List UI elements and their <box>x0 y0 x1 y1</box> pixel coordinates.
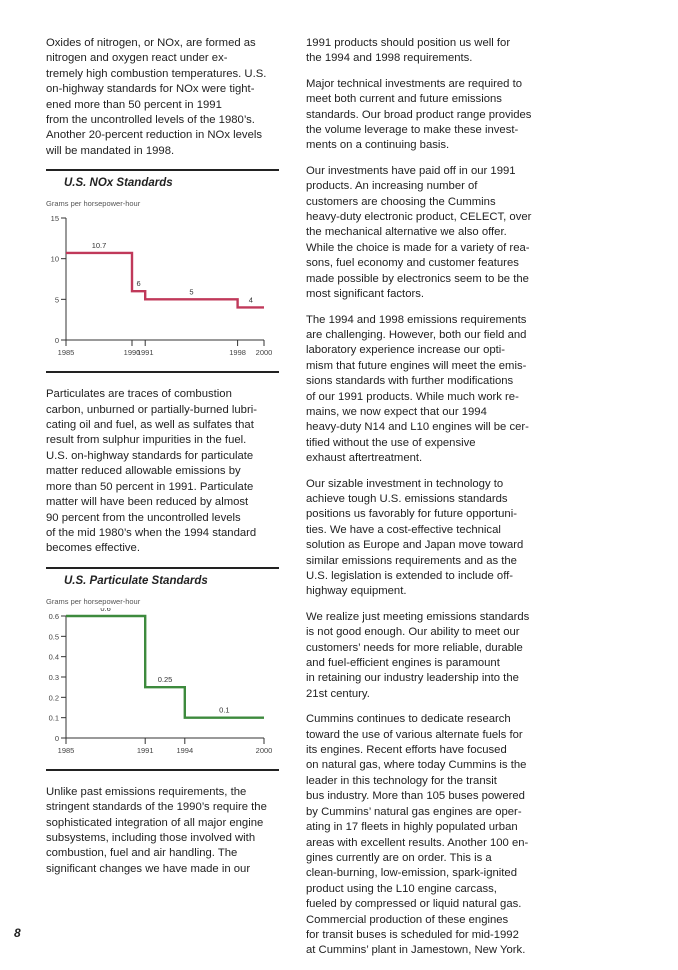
page-number: 8 <box>14 926 21 940</box>
paragraph-particulates: Particulates are traces of combustion carbon, unburned or partially-burned lubri- cating oil and fuel, as well as sulfates that result from sulphur impurities in the fuel. U.S. on-highway standards for particulate matter reduced allowable emissions by more than 50 percent in 1991. Particulate matter will have been reduced by almost 90 percent from the uncontrolled levels of the mid 1980’s when the 1994 standard becomes effective. <box>46 388 257 555</box>
nox-x-tick-label: 2000 <box>255 348 273 358</box>
nox-x-tick-label: 1985 <box>57 348 75 358</box>
right-paragraph: The 1994 and 1998 emissions requirements are challenging. However, both our field and laboratory experience increase our opti- mism that future engines will meet the emis- sions standards with further modifications of our 1991 products. While much work re- mains, we now expect that our 1994 heavy-duty N14 and L10 engines will be cer- tified without the use of expensive exhaust aftertreatment. <box>306 313 529 465</box>
particulate-x-tick-label: 1985 <box>57 745 75 755</box>
right-paragraph: 1991 products should position us well for the 1994 and 1998 requirements. <box>306 37 511 65</box>
right-paragraph: Our sizable investment in technology to achieve tough U.S. emissions standards positions us favorably for future opportuni- ties. We have a cost-effective technical solution as Europe and Japan move toward similar emissions requirements and as the U.S. legislation is extended to include off- highway equipment. <box>306 477 524 598</box>
particulate-value-label: 0.1 <box>219 705 230 715</box>
right-column <box>306 36 542 969</box>
particulate-x-tick-label: 2000 <box>255 745 273 755</box>
right-paragraph: We realize just meeting emissions standards is not good enough. Our ability to meet our customers’ needs for more reliable, durable and fuel-efficient engines is paramount in retaining our industry leadership into the 21st century. <box>306 610 530 700</box>
nox-x-tick-label: 1998 <box>229 348 246 358</box>
nox-x-tick-label: 1991 <box>136 348 154 358</box>
nox-x-tick-label: 1990 <box>123 348 141 358</box>
nox-value-label: 10.7 <box>91 241 107 251</box>
nox-value-label: 4 <box>248 295 253 305</box>
particulate-chart-unit-label: Grams per horsepower-hour <box>46 596 141 606</box>
particulate-y-tick-label: 0.1 <box>48 713 59 723</box>
nox-y-tick-label: 10 <box>50 254 59 264</box>
particulate-y-tick-label: 0.5 <box>48 632 59 642</box>
nox-chart-block <box>46 169 279 373</box>
particulate-step-line <box>66 616 264 718</box>
nox-y-tick-label: 0 <box>54 336 59 346</box>
right-paragraph: Major technical investments are required to meet both current and future emissions standards. Our broad product range provides the volume leverage to make these invest- ments on a continuing basis. <box>306 77 532 152</box>
paragraph-unlike-past: Unlike past emissions requirements, the stringent standards of the 1990’s require the sophisticated integration of all major engine subsystems, including those involved with combustion, fuel and air handling. The significant changes we have made in our <box>46 785 267 875</box>
particulate-standards-chart <box>46 608 279 758</box>
particulate-y-tick-label: 0.4 <box>48 652 59 662</box>
nox-value-label: 6 <box>136 279 141 289</box>
paragraph-nox-intro: Oxides of nitrogen, or NOx, are formed as nitrogen and oxygen react under ex- tremely high combustion temperatures. U.S. on-highway standards for NOx were tight- ened more than 50 percent in 1991 from the uncontrolled levels of the 1980’s. Another 20-percent reduction in NOx levels will be mandated in 1998. <box>46 37 267 157</box>
particulate-y-tick-label: 0.3 <box>48 672 59 682</box>
right-paragraph: Our investments have paid off in our 1991 products. An increasing number of customers are choosing the Cummins heavy-duty electronic product, CELECT, over the mechanical alternative we also offer. While the choice is made for a variety of rea- sons, fuel economy and customer features made possible by electronics seem to be the most significant factors. <box>306 164 532 301</box>
right-paragraph: Cummins continues to dedicate research toward the use of various alternate fuels for its engines. Recent efforts have focused on natural gas, where today Cummins is the leader in this technology for the transit bus industry. More than 105 buses powered by Cummins’ natural gas engines are oper- ating in 17 fleets in highly populated urban areas with excellent results. Another 100 en- gines currently are on order. This is a clean-burning, low-emission, spark-ignited product using the L10 engine carcass, fueled by compressed or liquid natural gas. Commercial production of these engines for transit buses is scheduled for mid-1992 at Cummins’ plant in Jamestown, New York. <box>306 713 529 957</box>
nox-y-tick-label: 15 <box>50 214 59 224</box>
particulate-value-label: 0.6 <box>100 607 111 613</box>
particulate-y-tick-label: 0.6 <box>48 611 59 621</box>
nox-chart-title: U.S. NOx Standards <box>64 177 173 190</box>
particulate-x-tick-label: 1994 <box>176 745 194 755</box>
nox-chart-unit-label: Grams per horsepower-hour <box>46 199 141 209</box>
left-column <box>46 36 279 887</box>
particulate-y-tick-label: 0 <box>54 733 59 743</box>
particulate-chart-title: U.S. Particulate Standards <box>64 574 208 587</box>
particulate-y-tick-label: 0.2 <box>48 693 59 703</box>
particulate-chart-block <box>46 567 279 771</box>
particulate-x-tick-label: 1991 <box>136 745 154 755</box>
nox-value-label: 5 <box>189 287 194 297</box>
nox-step-line <box>66 253 264 307</box>
nox-y-tick-label: 5 <box>54 295 59 305</box>
nox-standards-chart <box>46 210 279 360</box>
particulate-value-label: 0.25 <box>157 674 173 684</box>
